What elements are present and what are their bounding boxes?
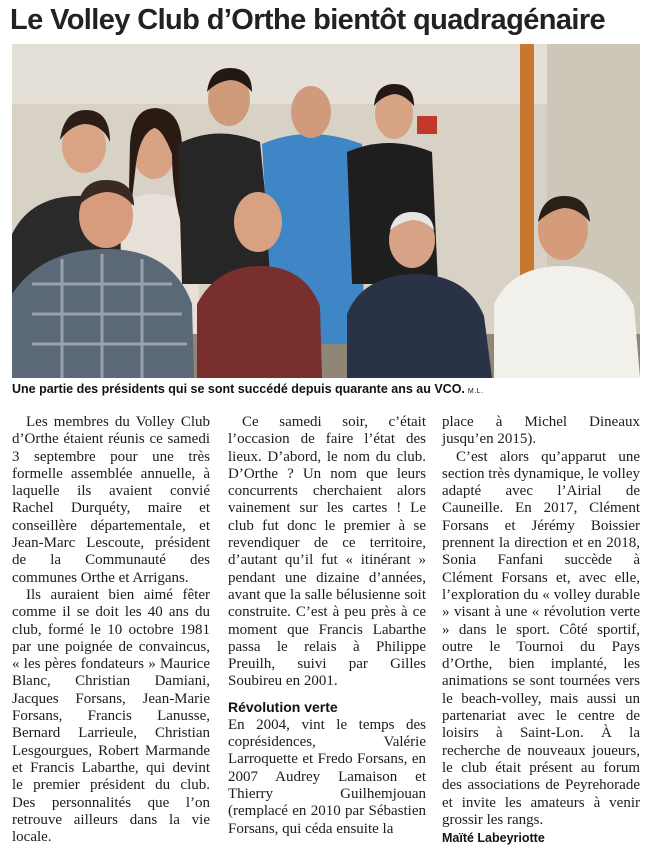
photo-caption-text: Une partie des présidents qui se sont succédé depuis quarante ans au VCO. (12, 382, 465, 396)
photo-credit: M.L. (467, 388, 484, 395)
paragraph: En 2004, vint le temps des coprésidences, Valérie Larroquette et Fredo Forsans, en 2007 Audrey Lamaison et Thierry Guilhemjouan (remplacé en 2010 par Sébastien Forsans, qui céda ensuite la (228, 716, 426, 837)
paragraph: Ce samedi soir, c’était l’occasion de faire l’état des lieux. D’abord, le nom du club. D’Orthe ? Un nom que leurs concurrents cherchaient alors vainement sur les cartes ! Le club fut donc le premier à se revendiquer de ce territoire, d’autant qu’il fut « itinérant » pendant une dizaine d’années, avant que la salle bélusienne soit construite. C’est à peu près à ce moment que Francis Labarthe passa le relais à Philippe Preuilh, suivi par Gilles Soubireu en 2001. (228, 414, 426, 690)
paragraph: Ils auraient bien aimé fêter comme il se doit les 40 ans du club, formé le 10 octobre 1981 par une poignée de convaincus, « les pères fondateurs » Maurice Blanc, Christian Damiani, Jacques Forsans, Jean-Marie Forsans, Francis Lanusse, Bernard Larrieule, Christian Lesgourgues, Robert Marmande et Francis Labarthe, qui devint le premier président du club. Des personnalités que l’on retrouve ailleurs dans la vie locale. (12, 586, 210, 846)
article-column-3 (442, 414, 640, 846)
section-subhead: Révolution verte (228, 698, 338, 715)
photo-caption (12, 381, 640, 400)
paragraph: C’est alors qu’apparut une section très dynamique, le volley adapté avec l’Airial de Cauneille. En 2017, Clément Forsans et Jérémy Boissier prennent la direction et en 2018, Sonia Fanfani succède à Clément Forsans et, avec elle, l’exploration du « volley durable » visant à une « révolution verte » dans le sport. Côté sportif, outre le Tournoi du Pays d’Orthe, bien implanté, les animations se sont tournées vers le beach-volley, mais aussi un partenariat avec le centre de loisirs à Saint-Lon. À la recherche de nouveaux joueurs, le club était présent au forum des associations de Peyrehorade et invite les amateurs à venir grossir les rangs. (442, 448, 640, 828)
paragraph: Les membres du Volley Club d’Orthe étaient réunis ce samedi 3 septembre pour une très formelle assemblée annuelle, à laquelle ils avaient convié Rachel Durquéty, maire et conseillère départementale, et Jean-Marc Lescoute, président de la Communauté des communes Orthe et Arrigans. (12, 414, 210, 586)
article-column-2 (228, 414, 426, 838)
article-column-1 (12, 414, 210, 846)
photo-pillar (520, 44, 534, 294)
group-photo (12, 44, 640, 378)
paragraph: place à Michel Dineaux jusqu’en 2015). (442, 414, 640, 448)
author-signature: Maïté Labeyriotte (442, 831, 545, 846)
article-headline: Le Volley Club d’Orthe bientôt quadragénaire (10, 4, 606, 36)
